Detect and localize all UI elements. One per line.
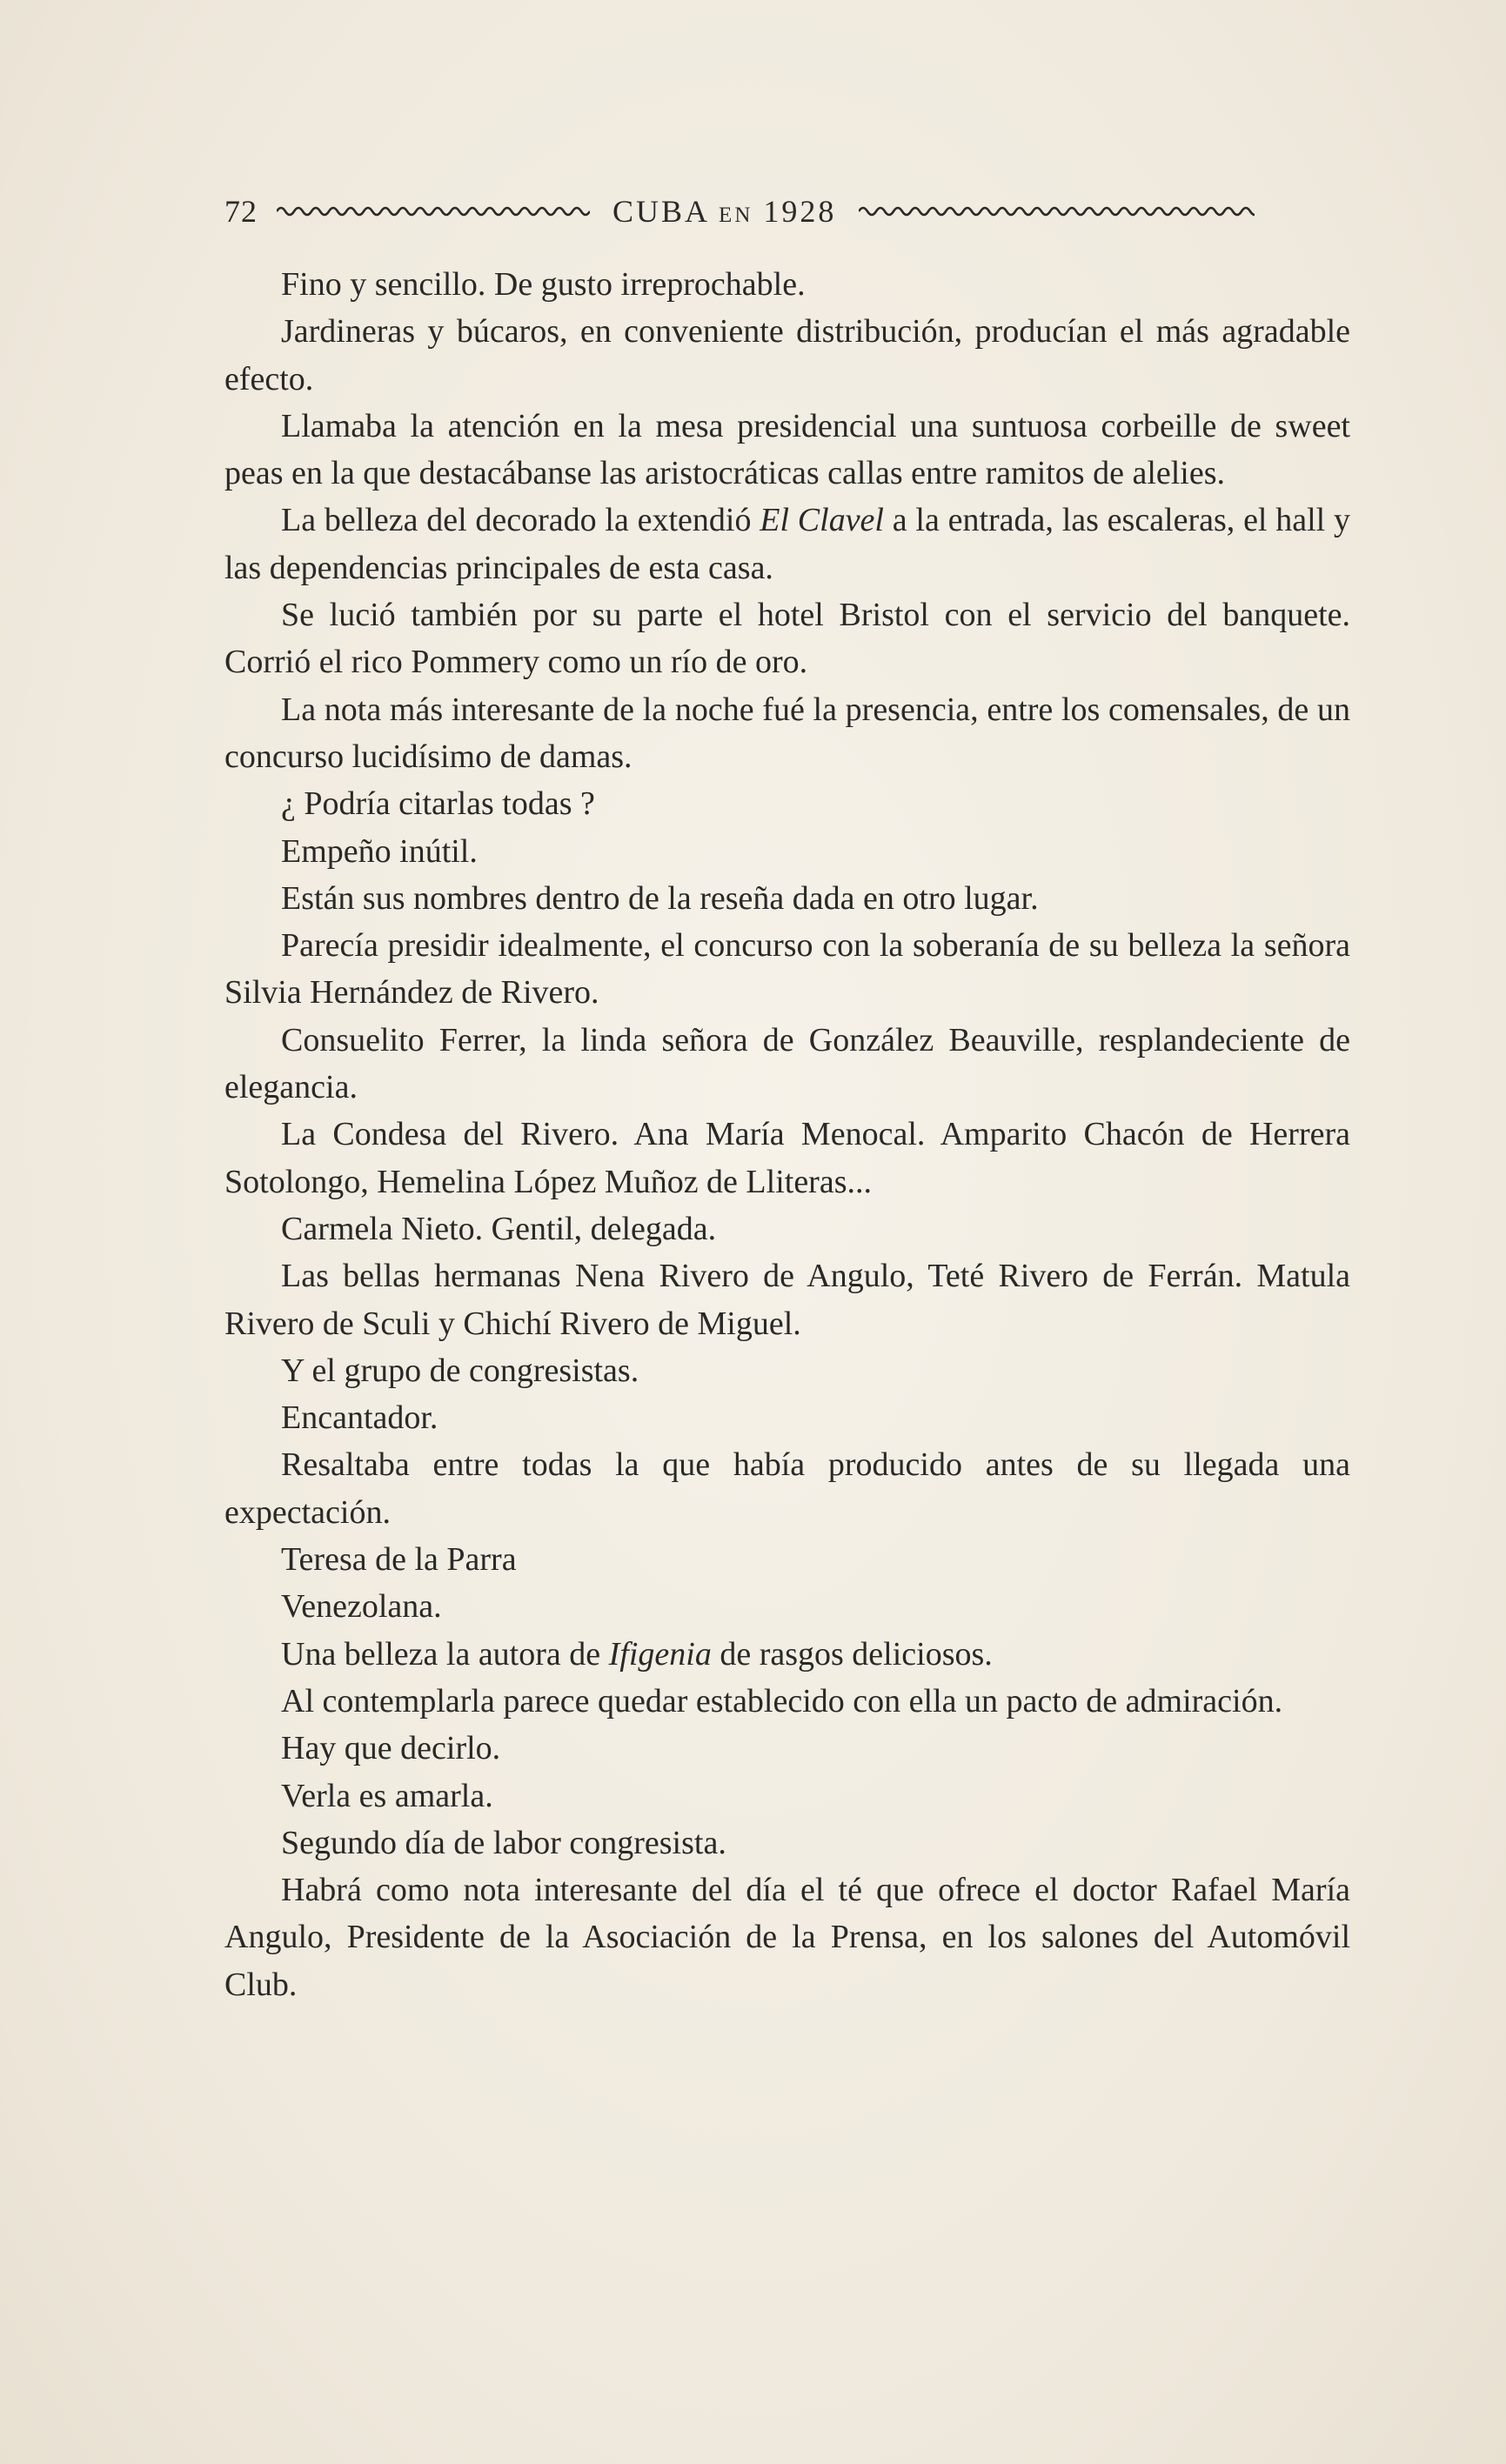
paragraph-text: a la entrada, las escaleras, el hall y las dependencias principales de esta casa. xyxy=(224,502,1351,586)
italic-title: El Clavel xyxy=(760,502,884,539)
paragraph: Encantador. xyxy=(281,1399,438,1437)
paragraph: Verla es amarla. xyxy=(281,1777,493,1814)
running-title xyxy=(612,193,836,230)
paragraph: La Condesa del Rivero. Ana María Menocal. Amparito Chacón de Herrera Sotolongo, Hemelina López Muñoz de Lliteras... xyxy=(224,1116,1350,1200)
paragraph: La nota más interesante de la noche fué la presencia, entre los comensales, de un concurso lucidísimo de damas. xyxy=(224,691,1350,775)
paragraph: Venezolana. xyxy=(281,1588,442,1626)
paragraph-text: Una belleza la autora de xyxy=(281,1635,609,1673)
paragraph: Fino y sencillo. De gusto irreprochable. xyxy=(281,266,806,303)
paragraph: Segundo día de labor congresista. xyxy=(281,1824,726,1861)
paragraph: Llamaba la atención en la mesa presidencial una suntuosa corbeille de sweet peas en la que destacábanse las aristocráticas callas entre ramitos de alelies. xyxy=(224,407,1350,492)
page-number: 72 xyxy=(224,194,258,229)
paragraph: Están sus nombres dentro de la reseña dada en otro lugar. xyxy=(281,879,1039,917)
paragraph: Se lució también por su parte el hotel Bristol con el servicio del banquete. Corrió el rico Pommery como un río de oro. xyxy=(224,597,1350,681)
running-title-year: 1928 xyxy=(763,194,837,229)
paragraph: Carmela Nieto. Gentil, delegada. xyxy=(281,1210,717,1247)
paragraph: Resaltaba entre todas la que había producido antes de su llegada una expectación. xyxy=(224,1446,1350,1531)
paragraph xyxy=(224,497,1350,591)
paragraph: Empeño inútil. xyxy=(281,832,478,870)
running-header xyxy=(224,190,1355,233)
running-title-cuba: CUBA xyxy=(612,194,709,229)
paragraph: Teresa de la Parra xyxy=(281,1541,517,1579)
paragraph: Y el grupo de congresistas. xyxy=(281,1352,639,1389)
paragraph: Al contemplarla parece quedar establecido con ella un pacto de admiración. xyxy=(281,1682,1283,1719)
paragraph-text: de rasgos deliciosos. xyxy=(711,1635,993,1673)
paragraph: Habrá como nota interesante del día el té que ofrece el doctor Rafael María Angulo, Presidente de la Asociación de la Prensa, en los salones del Automóvil Club. xyxy=(224,1872,1350,2003)
paragraph xyxy=(224,1631,1350,1678)
decorative-squiggle-left xyxy=(277,203,590,220)
body-text xyxy=(224,261,1350,2008)
paragraph: Las bellas hermanas Nena Rivero de Angulo, Teté Rivero de Ferrán. Matula Rivero de Sculi y Chichí Rivero de Miguel. xyxy=(224,1258,1350,1342)
paragraph: Jardineras y búcaros, en conveniente distribución, producían el más agradable efecto. xyxy=(224,313,1350,397)
decorative-squiggle-right xyxy=(859,203,1255,220)
paragraph: ¿ Podría citarlas todas ? xyxy=(281,785,595,823)
paragraph: Parecía presidir idealmente, el concurso con la soberanía de su belleza la señora Silvia Hernández de Rivero. xyxy=(224,927,1350,1012)
paragraph: Hay que decirlo. xyxy=(281,1730,501,1767)
paragraph-text: La belleza del decorado la extendió xyxy=(281,502,760,539)
paragraph: Consuelito Ferrer, la linda señora de González Beauville, resplandeciente de elegancia. xyxy=(224,1021,1350,1106)
running-title-en: EN xyxy=(719,204,753,227)
italic-title: Ifigenia xyxy=(608,1635,712,1673)
